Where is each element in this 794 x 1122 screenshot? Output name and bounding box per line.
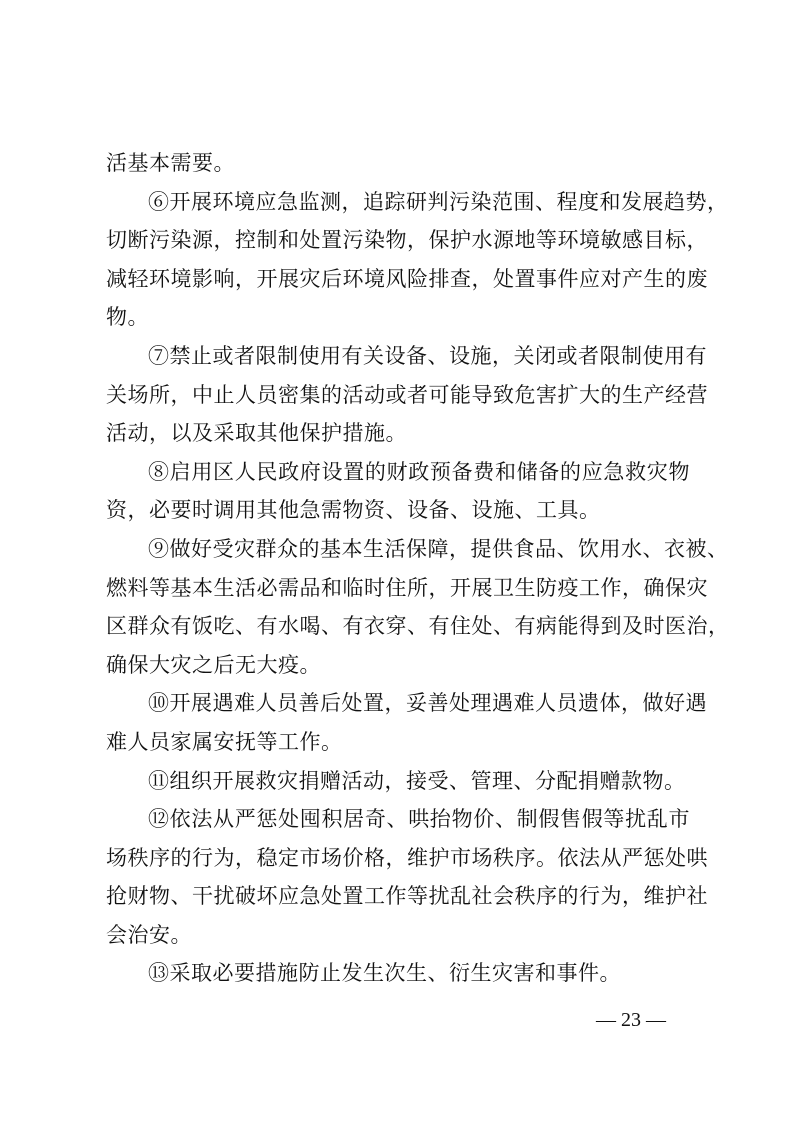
text-line: 区群众有饭吃、有水喝、有衣穿、有住处、有病能得到及时医治， bbox=[106, 614, 730, 639]
text-line: 场秩序的行为，稳定市场价格，维护市场秩序。依法从严惩处哄 bbox=[106, 845, 708, 870]
text-line: ⑩开展遇难人员善后处置，妥善处理遇难人员遗体，做好遇 bbox=[148, 691, 707, 716]
text-line: ⑬采取必要措施防止发生次生、衍生灾害和事件。 bbox=[148, 961, 621, 986]
body-text bbox=[106, 144, 730, 993]
text-line: 抢财物、干扰破坏应急处置工作等扰乱社会秩序的行为，维护社 bbox=[106, 884, 708, 909]
text-line: 难人员家属安抚等工作。 bbox=[106, 729, 343, 754]
text-line: 活基本需要。 bbox=[106, 151, 235, 175]
text-line: ⑧启用区人民政府设置的财政预备费和储备的应急救灾物 bbox=[148, 459, 690, 484]
text-line: 资，必要时调用其他急需物资、设备、设施、工具。 bbox=[106, 498, 601, 523]
text-line: 物。 bbox=[106, 305, 149, 330]
text-line: ⑦禁止或者限制使用有关设备、设施，关闭或者限制使用有 bbox=[148, 343, 707, 368]
text-line: 切断污染源，控制和处置污染物，保护水源地等环境敏感目标， bbox=[106, 228, 708, 253]
text-line: ⑥开展环境应急监测，追踪研判污染范围、程度和发展趋势， bbox=[148, 189, 729, 214]
text-line: 燃料等基本生活必需品和临时住所，开展卫生防疫工作，确保灾 bbox=[106, 575, 708, 600]
text-line: ⑨做好受灾群众的基本生活保障，提供食品、饮用水、衣被、 bbox=[148, 536, 729, 561]
text-line: 活动，以及采取其他保护措施。 bbox=[106, 421, 407, 446]
text-line: 减轻环境影响，开展灾后环境风险排查，处置事件应对产生的废 bbox=[106, 266, 708, 291]
text-line: 关场所，中止人员密集的活动或者可能导致危害扩大的生产经营 bbox=[106, 382, 708, 407]
text-line: 会治安。 bbox=[106, 922, 192, 947]
text-line: 确保大灾之后无大疫。 bbox=[106, 652, 321, 677]
text-line: ⑫依法从严惩处囤积居奇、哄抬物价、制假售假等扰乱市 bbox=[148, 807, 690, 832]
text-line: ⑪组织开展救灾捐赠活动，接受、管理、分配捐赠款物。 bbox=[148, 768, 686, 793]
page-number: — 23 — bbox=[596, 1009, 666, 1031]
